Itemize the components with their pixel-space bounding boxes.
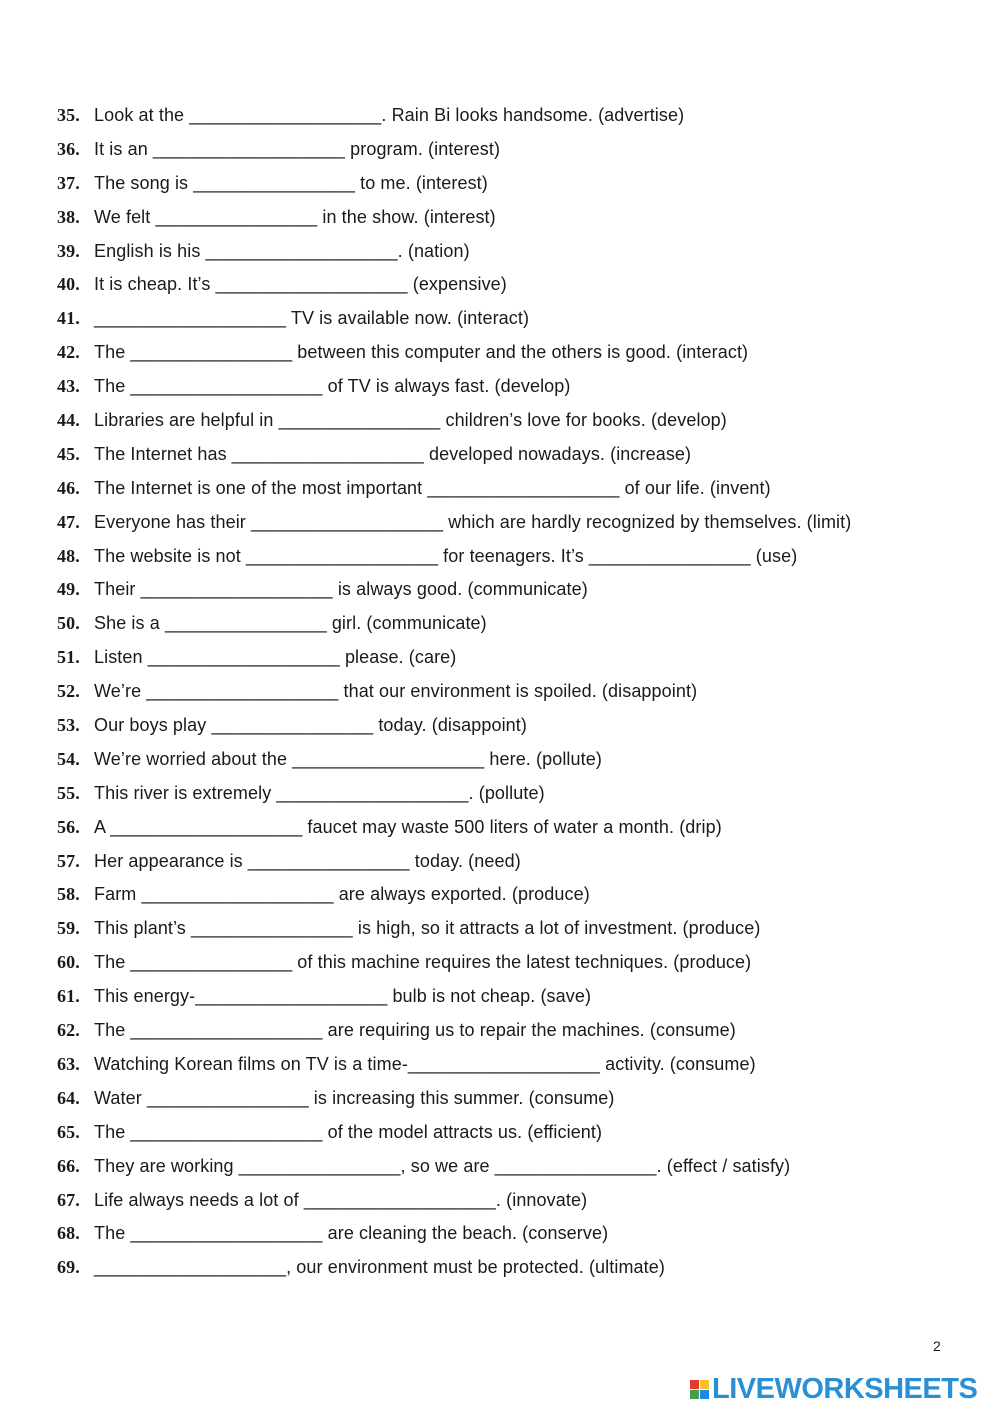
item-number: 58.	[57, 884, 80, 905]
item-text: Farm ___________________ are always exported. (produce)	[94, 884, 590, 905]
logo-square	[690, 1380, 699, 1389]
exercise-item	[57, 1116, 987, 1150]
page-number: 2	[933, 1338, 941, 1354]
exercise-item	[57, 167, 987, 201]
exercise-item	[57, 201, 987, 235]
item-number: 55.	[57, 782, 80, 803]
item-text: We’re worried about the ___________________ here. (pollute)	[94, 748, 602, 769]
exercise-item	[57, 1184, 987, 1218]
item-number: 68.	[57, 1223, 80, 1244]
item-number: 47.	[57, 511, 80, 532]
logo-square	[700, 1390, 709, 1399]
item-text: Watching Korean films on TV is a time-___________________ activity. (consume)	[94, 1053, 756, 1074]
exercise-item	[57, 1251, 987, 1285]
item-text: Everyone has their ___________________ which are hardly recognized by themselves. (limit)	[94, 511, 852, 532]
item-number: 51.	[57, 647, 80, 668]
logo-square	[700, 1380, 709, 1389]
item-number: 37.	[57, 172, 80, 193]
item-text: The Internet has ___________________ developed nowadays. (increase)	[94, 443, 692, 464]
exercise-item	[57, 1048, 987, 1082]
exercise-item	[57, 675, 987, 709]
item-text: We’re ___________________ that our environment is spoiled. (disappoint)	[94, 681, 698, 702]
item-text: The ___________________ are cleaning the beach. (conserve)	[94, 1223, 609, 1244]
item-number: 38.	[57, 206, 80, 227]
item-number: 63.	[57, 1053, 80, 1074]
exercise-item	[57, 1082, 987, 1116]
exercise-item	[57, 709, 987, 743]
logo-mark-icon	[690, 1380, 709, 1399]
logo-text: LIVEWORKSHEETS	[712, 1373, 978, 1405]
item-text: Our boys play ________________ today. (disappoint)	[94, 715, 527, 736]
item-number: 67.	[57, 1189, 80, 1210]
exercise-item	[57, 777, 987, 811]
item-number: 62.	[57, 1020, 80, 1041]
item-number: 44.	[57, 410, 80, 431]
item-text: Her appearance is ________________ today. (need)	[94, 850, 521, 871]
item-text: English is his ___________________. (nation)	[94, 240, 470, 261]
exercise-item	[57, 506, 987, 540]
item-text: A ___________________ faucet may waste 500 liters of water a month. (drip)	[94, 816, 722, 837]
item-number: 69.	[57, 1257, 80, 1278]
item-text: The ___________________ of TV is always fast. (develop)	[94, 376, 571, 397]
item-number: 45.	[57, 443, 80, 464]
item-text: Water ________________ is increasing this summer. (consume)	[94, 1087, 615, 1108]
exercise-item	[57, 336, 987, 370]
item-number: 52.	[57, 681, 80, 702]
exercise-item	[57, 438, 987, 472]
item-text: The ________________ of this machine requires the latest techniques. (produce)	[94, 952, 752, 973]
item-number: 60.	[57, 952, 80, 973]
item-text: ___________________, our environment must be protected. (ultimate)	[94, 1257, 665, 1278]
exercise-item	[57, 1014, 987, 1048]
item-text: This plant’s ________________ is high, so it attracts a lot of investment. (produce)	[94, 918, 761, 939]
item-number: 35.	[57, 105, 80, 125]
item-text: We felt ________________ in the show. (interest)	[94, 206, 496, 227]
exercise-item	[57, 607, 987, 641]
item-text: The Internet is one of the most important ___________________ of our life. (invent)	[94, 477, 771, 498]
exercise-list	[57, 99, 987, 1285]
item-number: 50.	[57, 613, 80, 634]
item-text: The website is not ___________________ for teenagers. It’s ________________ (use)	[94, 545, 798, 566]
exercise-item	[57, 641, 987, 675]
exercise-item	[57, 845, 987, 879]
exercise-item	[57, 912, 987, 946]
exercise-item	[57, 980, 987, 1014]
exercise-item	[57, 302, 987, 336]
exercise-item	[57, 1150, 987, 1184]
exercise-item	[57, 743, 987, 777]
exercise-item	[57, 946, 987, 980]
item-text: They are working ________________, so we are ________________. (effect / satisfy)	[94, 1155, 791, 1176]
item-text: This river is extremely ___________________. (pollute)	[94, 782, 545, 803]
item-text: She is a ________________ girl. (communicate)	[94, 613, 487, 634]
item-number: 65.	[57, 1121, 80, 1142]
exercise-item	[57, 1217, 987, 1251]
item-text: This energy-___________________ bulb is not cheap. (save)	[94, 986, 592, 1007]
item-text: Look at the ___________________. Rain Bi looks handsome. (advertise)	[94, 105, 685, 125]
item-number: 57.	[57, 850, 80, 871]
item-number: 66.	[57, 1155, 80, 1176]
item-text: Life always needs a lot of ___________________. (innovate)	[94, 1189, 588, 1210]
item-number: 42.	[57, 342, 80, 363]
item-text: The song is ________________ to me. (interest)	[94, 172, 488, 193]
liveworksheets-logo[interactable]	[690, 1374, 977, 1404]
item-number: 49.	[57, 579, 80, 600]
item-number: 64.	[57, 1087, 80, 1108]
exercise-item	[57, 235, 987, 269]
item-text: Their ___________________ is always good. (communicate)	[94, 579, 588, 600]
exercise-item	[57, 472, 987, 506]
item-number: 56.	[57, 816, 80, 837]
exercise-item	[57, 878, 987, 912]
exercise-item	[57, 99, 987, 133]
item-text: It is an ___________________ program. (interest)	[94, 138, 501, 159]
item-number: 54.	[57, 748, 80, 769]
item-text: Libraries are helpful in ________________ children’s love for books. (develop)	[94, 410, 727, 431]
item-number: 43.	[57, 376, 80, 397]
exercise-item	[57, 133, 987, 167]
exercise-item	[57, 404, 987, 438]
exercise-item	[57, 540, 987, 574]
item-number: 40.	[57, 274, 80, 295]
exercise-item	[57, 370, 987, 404]
item-text: It is cheap. It’s ___________________ (expensive)	[94, 274, 507, 295]
exercise-item	[57, 573, 987, 607]
item-text: ___________________ TV is available now. (interact)	[94, 308, 530, 329]
item-number: 61.	[57, 986, 80, 1007]
item-number: 48.	[57, 545, 80, 566]
exercise-item	[57, 811, 987, 845]
logo-square	[690, 1390, 699, 1399]
item-number: 41.	[57, 308, 80, 329]
item-text: The ________________ between this computer and the others is good. (interact)	[94, 342, 749, 363]
exercise-item	[57, 268, 987, 302]
item-number: 46.	[57, 477, 80, 498]
item-number: 36.	[57, 138, 80, 159]
item-number: 39.	[57, 240, 80, 261]
item-number: 59.	[57, 918, 80, 939]
item-number: 53.	[57, 715, 80, 736]
item-text: The ___________________ of the model attracts us. (efficient)	[94, 1121, 603, 1142]
item-text: The ___________________ are requiring us to repair the machines. (consume)	[94, 1020, 736, 1041]
item-text: Listen ___________________ please. (care)	[94, 647, 457, 668]
